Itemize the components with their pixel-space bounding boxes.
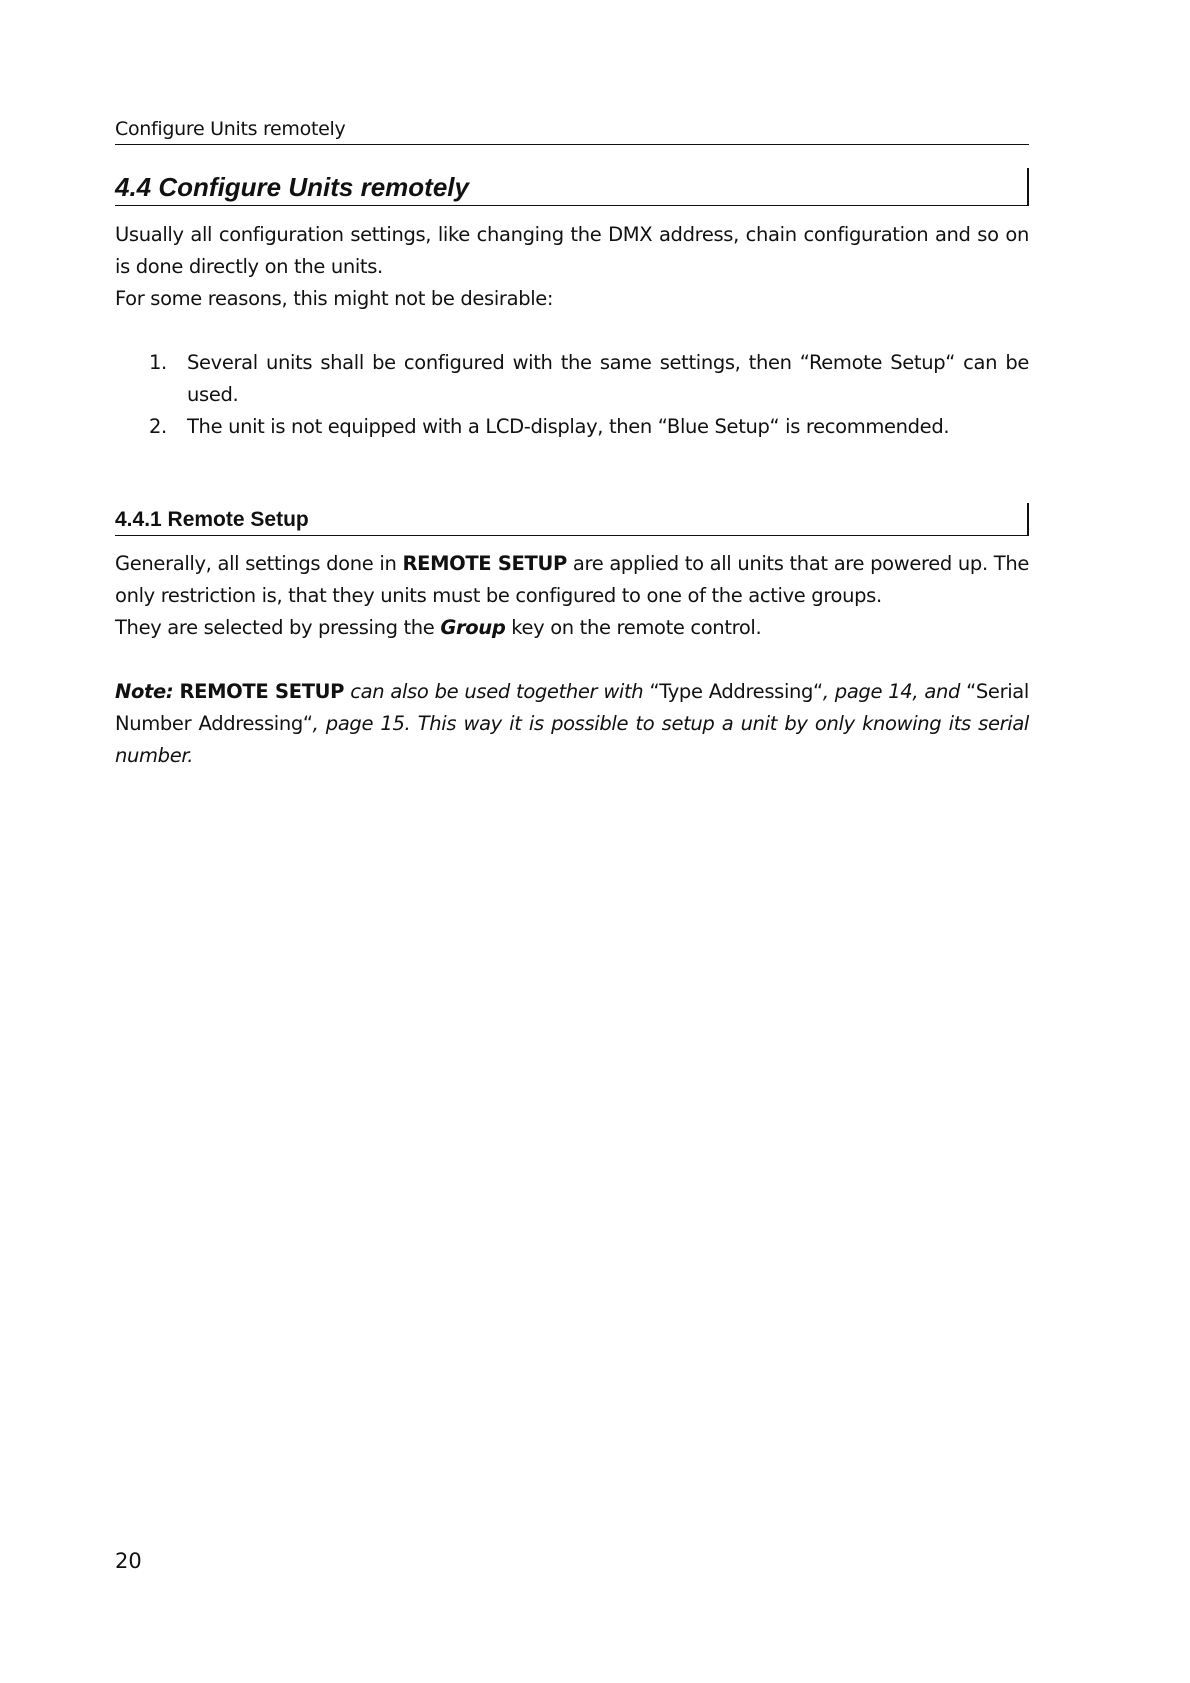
reasons-list xyxy=(115,347,1029,443)
list-item xyxy=(115,411,1029,443)
keyword-group: Group xyxy=(440,616,506,639)
cross-reference: “Type Addressing“ xyxy=(649,680,823,703)
document-page xyxy=(115,0,1029,1683)
list-item-number: 2. xyxy=(149,415,167,438)
text-run: , page 14, and xyxy=(822,680,967,703)
subsection-heading: 4.4.1 Remote Setup xyxy=(115,503,1029,536)
list-item-text: The unit is not equipped with a LCD-display, then “Blue Setup“ is recommended. xyxy=(187,415,950,438)
page-number: 20 xyxy=(115,1549,142,1573)
text-run: , page 15. This way it is possible to setup a unit by only knowing its serial number. xyxy=(115,712,1029,767)
text-run: are applied to all units that are powered up. The only restriction is, that they units must be configured to one of the active groups. xyxy=(115,552,1029,607)
keyword-remote-setup: REMOTE SETUP xyxy=(402,552,567,575)
list-item xyxy=(115,347,1029,411)
cross-reference: “Serial Number Addressing“ xyxy=(115,680,1029,735)
text-run: key on the remote control. xyxy=(505,616,762,639)
intro-paragraph: Usually all configuration settings, like changing the DMX address, chain configuration and so on is done directly on the units. xyxy=(115,223,1029,278)
remote-setup-paragraph xyxy=(115,548,1029,612)
section-heading: 4.4 Configure Units remotely xyxy=(115,168,1029,206)
list-item-text: Several units shall be configured with the same settings, then “Remote Setup“ can be used. xyxy=(187,351,1029,406)
intro-paragraph-2: For some reasons, this might not be desirable: xyxy=(115,287,554,310)
group-key-paragraph xyxy=(115,612,1029,644)
running-header: Configure Units remotely xyxy=(115,114,1029,145)
text-run: can also be used together with xyxy=(344,680,650,703)
note-label: Note: xyxy=(115,680,174,703)
keyword-remote-setup: REMOTE SETUP xyxy=(179,680,345,703)
text-run: They are selected by pressing the xyxy=(115,616,441,639)
text-run: Generally, all settings done in xyxy=(115,552,403,575)
note-paragraph xyxy=(115,676,1029,772)
list-item-number: 1. xyxy=(149,351,167,374)
